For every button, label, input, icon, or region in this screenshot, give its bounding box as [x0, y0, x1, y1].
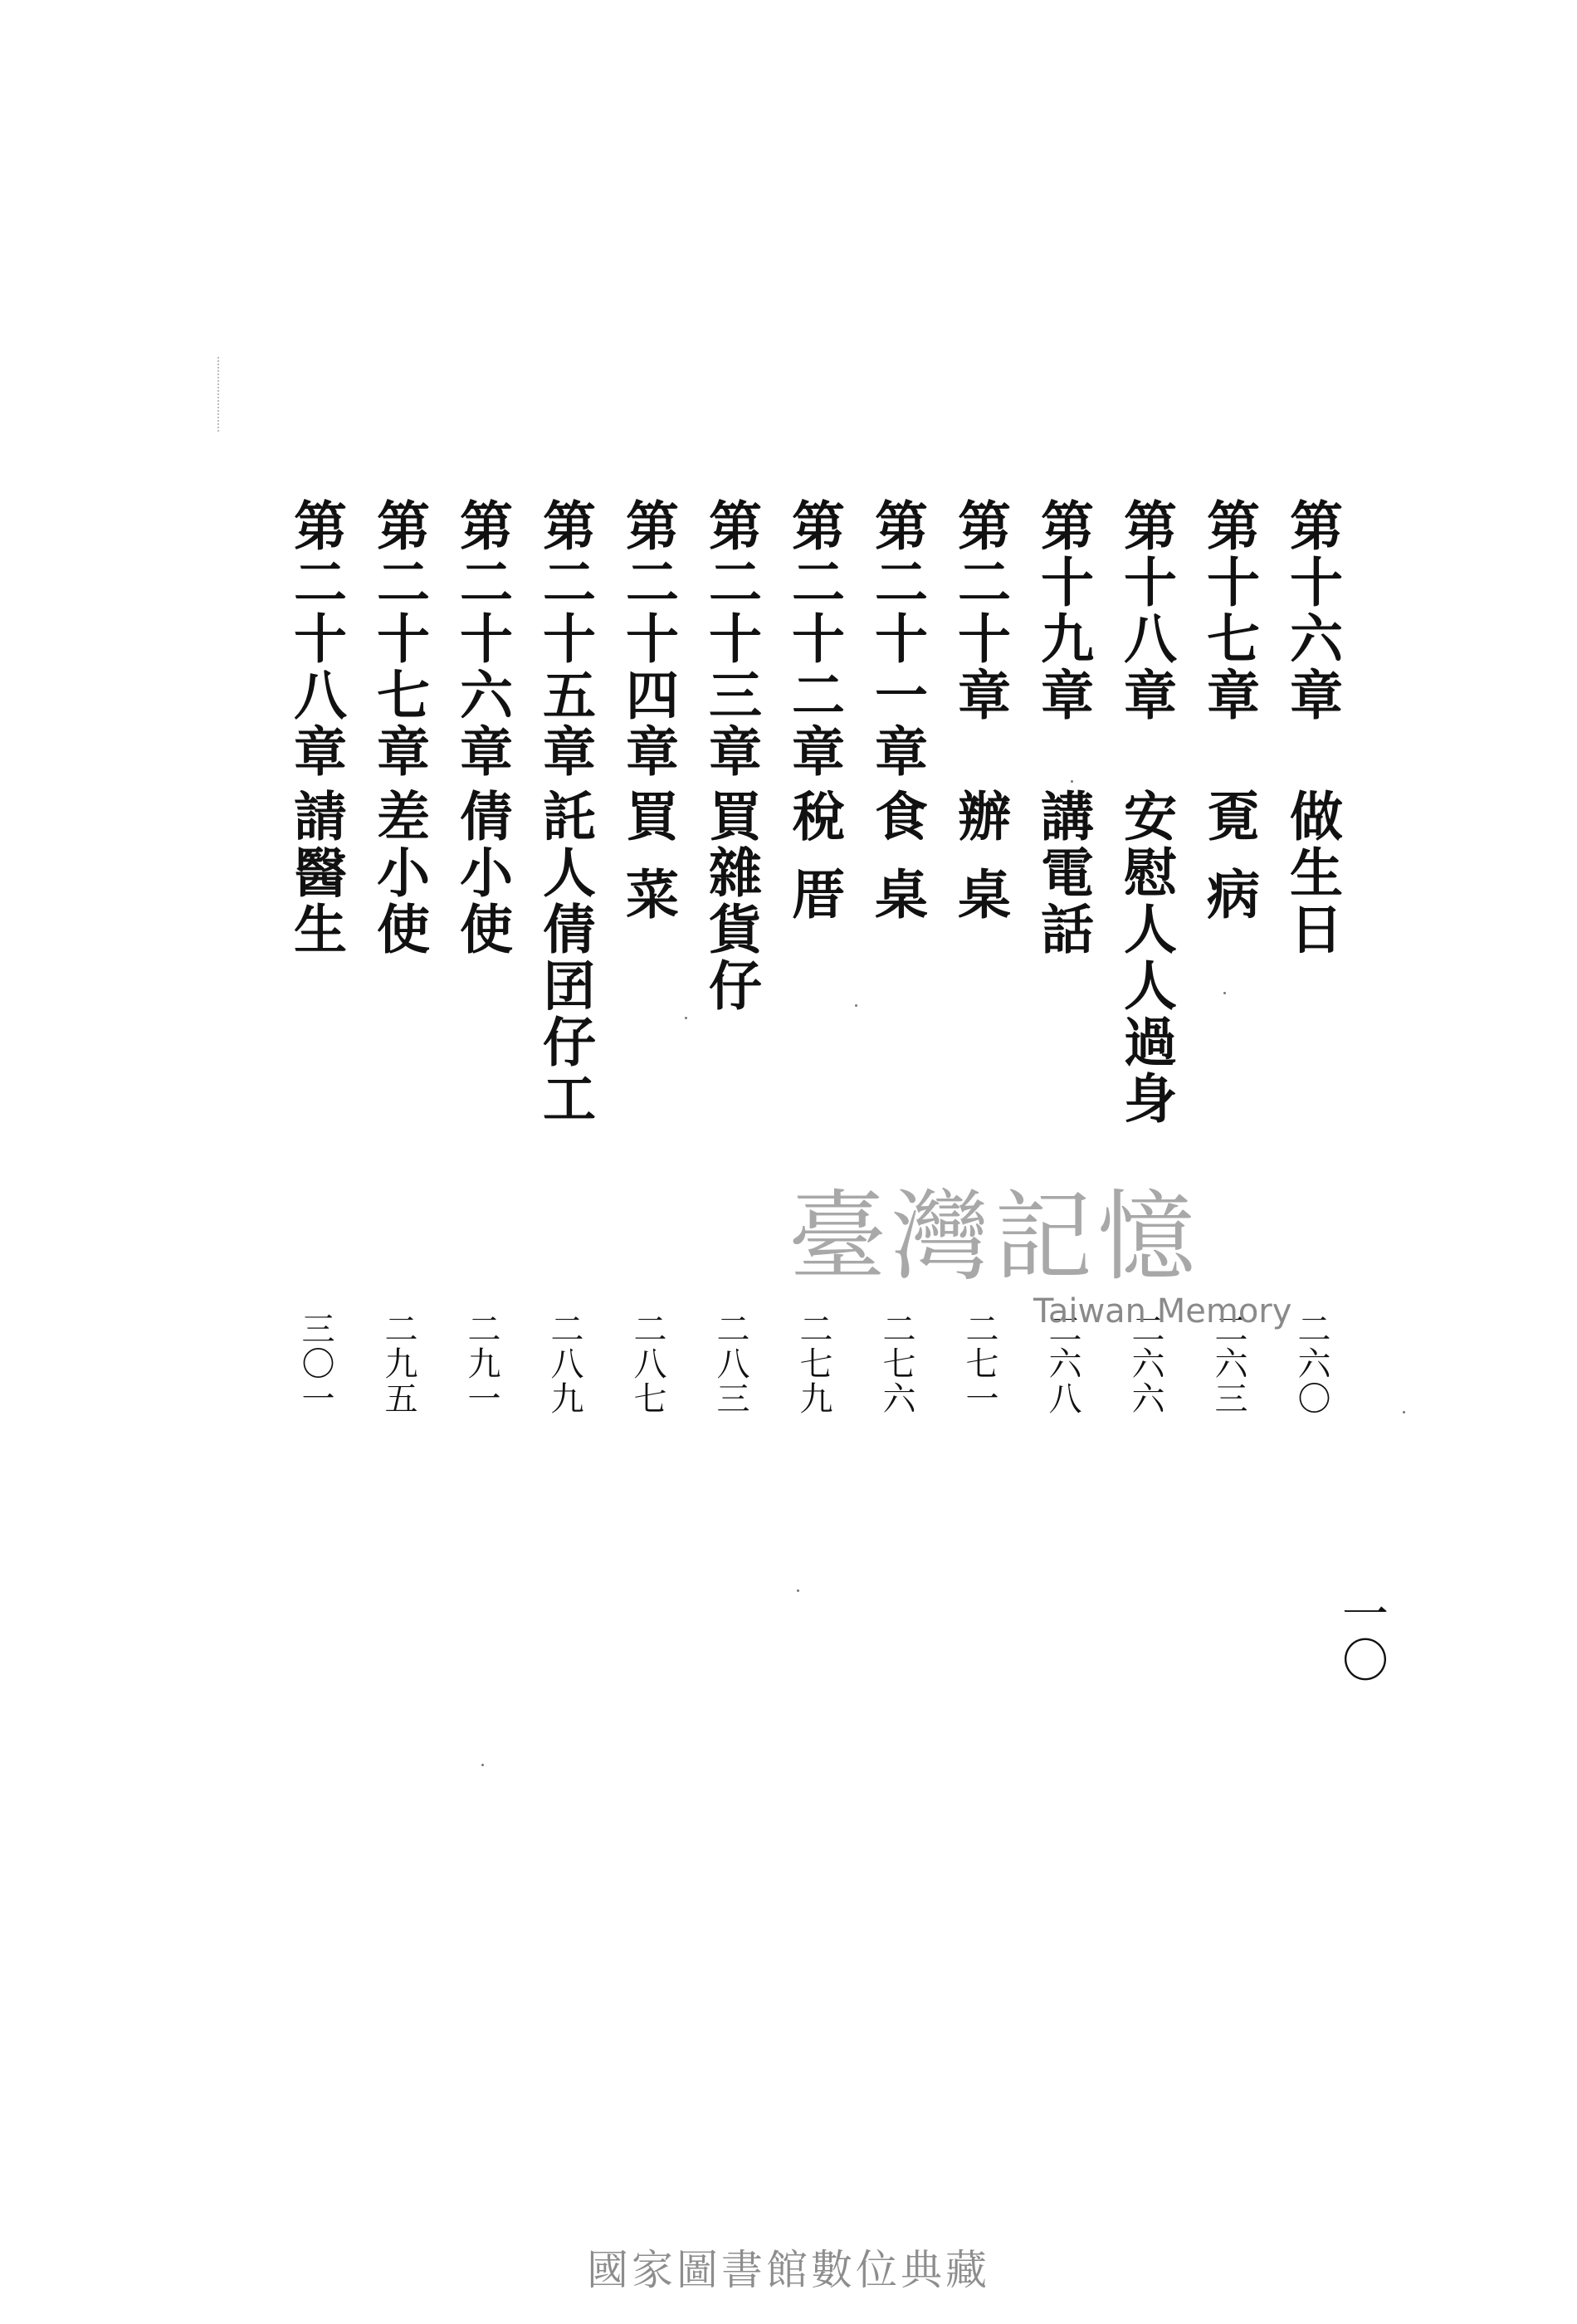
chapter-entry: [606, 498, 689, 1145]
chapter-page-number: 二八九: [545, 1311, 583, 1416]
chapter-title: 差小使: [368, 788, 430, 958]
chapter-number: 第二十三章: [700, 498, 762, 780]
chapter-entry: [1187, 498, 1270, 1145]
watermark-chinese: 臺灣記憶: [788, 1179, 1201, 1294]
chapter-number: 第二十一章: [866, 498, 928, 780]
chapter-entry: [1270, 498, 1353, 1145]
folio-page-number: 一〇: [1335, 1589, 1389, 1682]
chapter-number: 第二十四章: [617, 498, 679, 780]
chapter-number: 第十九章: [1032, 498, 1094, 724]
table-of-contents: [199, 498, 1361, 1145]
scan-speck: [481, 1764, 484, 1766]
gutter-mark: [217, 357, 221, 432]
chapter-title: 倩小使: [451, 788, 513, 958]
watermark-english: Taiwan Memory: [1033, 1292, 1292, 1330]
chapter-entry: [938, 498, 1021, 1145]
chapter-page-number: 二六〇: [1292, 1311, 1330, 1416]
chapter-entry: [274, 498, 357, 1145]
watermark: [788, 1179, 1303, 1345]
chapter-title: 覔 病: [1198, 788, 1260, 924]
chapter-title: 安慰人人過身: [1115, 788, 1177, 1127]
scan-speck: [797, 1589, 799, 1592]
chapter-page-number: 二九一: [462, 1311, 500, 1416]
chapter-entry: [357, 498, 440, 1145]
chapter-number: 第二十八章: [285, 498, 347, 780]
chapter-page-number: 二六三: [1209, 1311, 1247, 1416]
chapter-title: 買 菜: [617, 788, 679, 924]
chapter-entry: [689, 498, 772, 1145]
chapter-page-number: 二八三: [711, 1311, 749, 1416]
chapter-entry: [855, 498, 938, 1145]
chapter-page-number: 二九五: [379, 1311, 417, 1416]
chapter-title: 稅 厝: [783, 788, 845, 924]
scan-speck: [1403, 1411, 1405, 1413]
chapter-entry: [1021, 498, 1104, 1145]
chapter-entry: [772, 498, 855, 1145]
chapter-number: 第二十五章: [534, 498, 596, 780]
chapter-number: 第二十二章: [783, 498, 845, 780]
chapter-title: 辦 桌: [949, 788, 1011, 924]
chapter-entry: [440, 498, 523, 1145]
chapter-title: 託人倩囝仔工: [534, 788, 596, 1127]
chapter-number: 第二十六章: [451, 498, 513, 780]
scan-speck: [685, 1017, 687, 1019]
footer-collection-label: 國家圖書館數位典藏: [587, 2246, 990, 2294]
chapter-number: 第十八章: [1115, 498, 1177, 724]
chapter-number: 第十六章: [1281, 498, 1343, 724]
scan-speck: [1223, 992, 1226, 994]
chapter-page-number: 二六六: [1126, 1311, 1164, 1416]
chapter-title: 請醫生: [285, 788, 347, 958]
chapter-title: 講電話: [1032, 788, 1094, 958]
chapter-title: 食 桌: [866, 788, 928, 924]
chapter-number: 第二十七章: [368, 498, 430, 780]
chapter-title: 做生日: [1281, 788, 1343, 958]
chapter-page-number: 二八七: [628, 1311, 666, 1416]
chapter-page-number: 二七一: [960, 1311, 998, 1416]
chapter-page-number: 二七九: [794, 1311, 832, 1416]
chapter-title: 買雜貨仔: [700, 788, 762, 1014]
chapter-page-number: 二六八: [1043, 1311, 1081, 1416]
chapter-page-number: 二七六: [877, 1311, 915, 1416]
chapter-number: 第十七章: [1198, 498, 1260, 724]
chapter-entry: [523, 498, 606, 1145]
scan-speck: [1071, 780, 1073, 783]
chapter-page-number: 三〇一: [296, 1311, 334, 1416]
chapter-entry: [1104, 498, 1187, 1145]
chapter-number: 第二十章: [949, 498, 1011, 724]
scan-speck: [855, 1004, 857, 1007]
